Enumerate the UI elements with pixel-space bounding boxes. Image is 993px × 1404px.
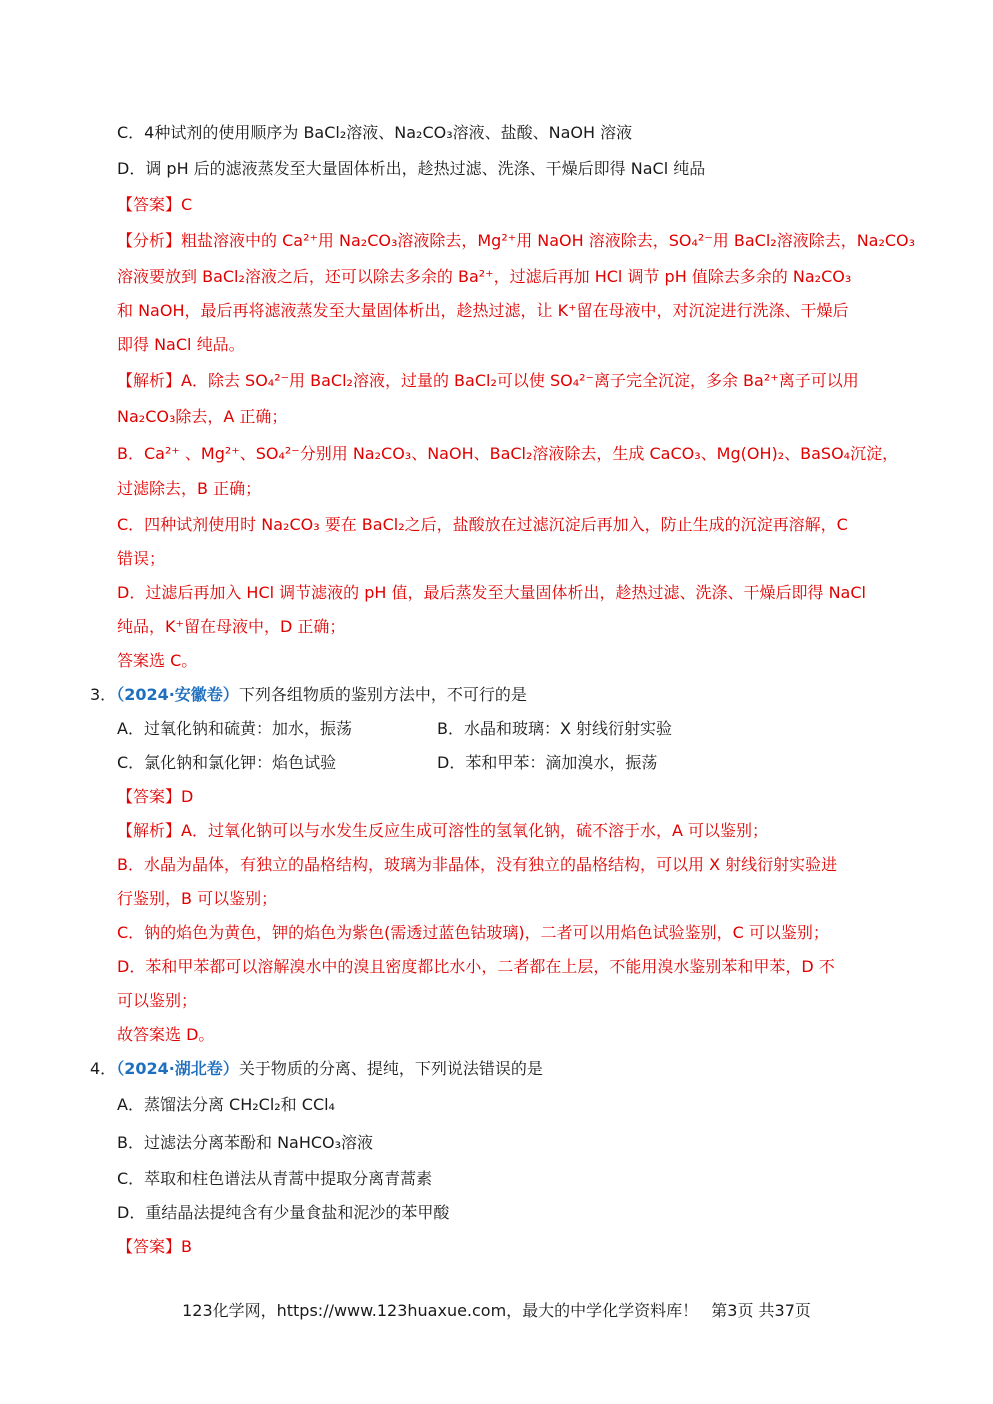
q3-explanation-line: 【解析】A．过氧化钠可以与水发生反应生成可溶性的氢氧化钠，硫不溶于水，A 可以鉴别；: [117, 821, 768, 840]
q3-option-a: A．过氧化钠和硫黄：加水，振荡: [117, 719, 352, 738]
q2-explanation-line: 纯品，K⁺留在母液中，D 正确；: [117, 617, 346, 636]
q2-answer: 【答案】C: [117, 195, 193, 214]
q2-analysis-line: 【分析】粗盐溶液中的 Ca²⁺用 Na₂CO₃溶液除去，Mg²⁺用 NaOH 溶液除去，SO₄²⁻用 BaCl₂溶液除去，Na₂CO₃: [117, 231, 916, 250]
q3-number: 3．: [90, 685, 117, 704]
q2-analysis-line: 和 NaOH，最后再将滤液蒸发至大量固体析出，趁热过滤，让 K⁺留在母液中，对沉淀进行洗涤、干燥后: [117, 301, 849, 320]
q3-stem-text: 下列各组物质的鉴别方法中，不可行的是: [238, 685, 527, 704]
q3-explanation-line: D．苯和甲苯都可以溶解溴水中的溴且密度都比水小，二者都在上层，不能用溴水鉴别苯和甲苯，D 不: [117, 957, 835, 976]
q4-answer: 【答案】B: [117, 1237, 192, 1256]
q4-option-a: A．蒸馏法分离 CH₂Cl₂和 CCl₄: [117, 1095, 335, 1114]
q3-option-b: B．水晶和玻璃：X 射线衍射实验: [437, 719, 673, 738]
q4-stem-text: 关于物质的分离、提纯，下列说法错误的是: [238, 1059, 543, 1078]
q3-answer: 【答案】D: [117, 787, 194, 806]
q4-option-d: D．重结晶法提纯含有少量食盐和泥沙的苯甲酸: [117, 1203, 450, 1222]
q3-explanation-line: 故答案选 D。: [117, 1025, 215, 1044]
q2-option-c: C．4种试剂的使用顺序为 BaCl₂溶液、Na₂CO₃溶液、盐酸、NaOH 溶液: [117, 123, 633, 142]
q2-option-d: D．调 pH 后的滤液蒸发至大量固体析出，趁热过滤、洗涤、干燥后即得 NaCl 纯品: [117, 159, 706, 178]
q3-source: （2024·安徽卷）: [116, 685, 239, 704]
q2-explanation-line: B．Ca²⁺ 、Mg²⁺、SO₄²⁻分别用 Na₂CO₃、NaOH、BaCl₂溶液除去，生成 CaCO₃、Mg(OH)₂、BaSO₄沉淀，: [117, 444, 899, 463]
q2-explanation-line: Na₂CO₃除去，A 正确；: [117, 407, 288, 426]
footer-site-link[interactable]: 123化学网，https://www.123huaxue.com，最大的中学化学资料库！: [182, 1301, 699, 1320]
q2-analysis-line: 即得 NaCl 纯品。: [117, 335, 245, 354]
q3-explanation-line: 可以鉴别；: [117, 991, 198, 1010]
q2-explanation-line: 答案选 C。: [117, 651, 198, 670]
q2-explanation-line: D．过滤后再加入 HCl 调节滤液的 pH 值，最后蒸发至大量固体析出，趁热过滤、洗涤、干燥后即得 NaCl: [117, 583, 866, 602]
q3-option-d: D．苯和甲苯：滴加溴水，振荡: [437, 753, 658, 772]
q2-analysis-line: 溶液要放到 BaCl₂溶液之后，还可以除去多余的 Ba²⁺，过滤后再加 HCl 调节 pH 值除去多余的 Na₂CO₃: [117, 267, 852, 286]
footer-page-number: 第3页 共37页: [711, 1301, 811, 1320]
q4-stem: [90, 1058, 543, 1080]
q3-option-c: C．氯化钠和氯化钾：焰色试验: [117, 753, 337, 772]
q3-explanation-line: C．钠的焰色为黄色，钾的焰色为紫色(需透过蓝色钴玻璃)，二者可以用焰色试验鉴别，C 可以鉴别；: [117, 923, 829, 942]
q4-option-b: B．过滤法分离苯酚和 NaHCO₃溶液: [117, 1133, 374, 1152]
q4-number: 4．: [90, 1059, 117, 1078]
q3-explanation-line: 行鉴别，B 可以鉴别；: [117, 889, 278, 908]
q3-explanation-line: B．水晶为晶体，有独立的晶格结构，玻璃为非晶体，没有独立的晶格结构，可以用 X 射线衍射实验进: [117, 855, 838, 874]
q3-stem: [90, 684, 527, 706]
page-footer: [0, 1298, 993, 1321]
q2-explanation-line: C．四种试剂使用时 Na₂CO₃ 要在 BaCl₂之后，盐酸放在过滤沉淀后再加入，防止生成的沉淀再溶解，C: [117, 515, 848, 534]
q2-explanation-line: 【解析】A．除去 SO₄²⁻用 BaCl₂溶液，过量的 BaCl₂可以使 SO₄²⁻离子完全沉淀，多余 Ba²⁺离子可以用: [117, 371, 859, 390]
q2-explanation-line: 错误；: [117, 549, 166, 568]
q4-option-c: C．萃取和柱色谱法从青蒿中提取分离青蒿素: [117, 1169, 433, 1188]
q4-source: （2024·湖北卷）: [116, 1059, 239, 1078]
q2-explanation-line: 过滤除去，B 正确；: [117, 479, 262, 498]
